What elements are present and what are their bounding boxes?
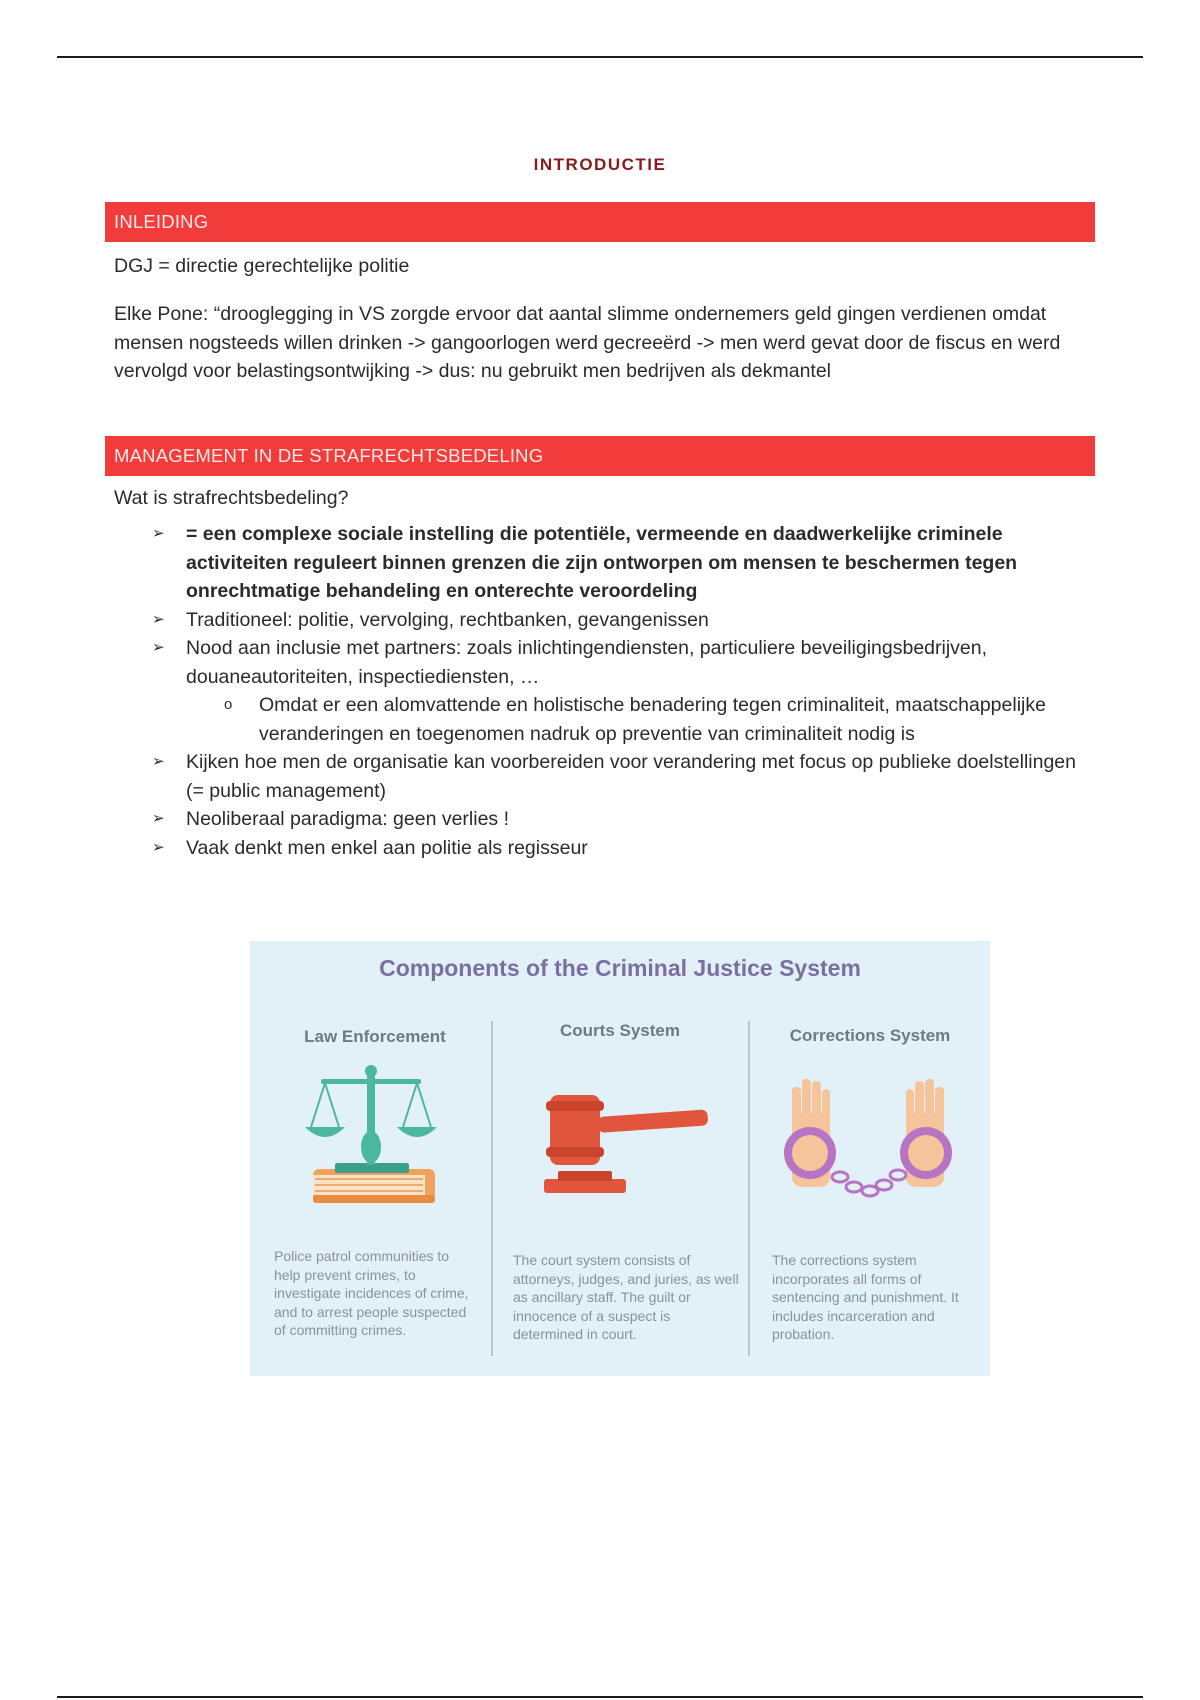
figure-divider bbox=[748, 1021, 750, 1356]
list-item-text: Nood aan inclusie met partners: zoals inlichtingendiensten, particuliere beveiligingsbedrijven, douaneautoriteiten, inspectiediensten, … bbox=[186, 637, 988, 688]
bullet-arrow-icon: ➢ bbox=[152, 639, 165, 656]
gavel-icon bbox=[528, 1081, 718, 1201]
column-text-courts-system: The court system consists of attorneys, judges, and juries, as well as ancillary staff. The guilt or innocence of a suspect is determined in court. bbox=[513, 1252, 739, 1342]
list-item bbox=[114, 606, 1094, 635]
footer-rule bbox=[57, 1696, 1143, 1698]
bullet-arrow-icon: ➢ bbox=[152, 838, 165, 856]
handcuffs-icon bbox=[780, 1069, 960, 1209]
list-item bbox=[114, 634, 1094, 691]
column-text-corrections-system: The corrections system incorporates all forms of sentencing and punishment. It includes incarceration and probation. bbox=[772, 1252, 959, 1342]
list-item-text: Omdat er een alomvattende en holistische benadering tegen criminaliteit, maatschappelijke veranderingen en toegenomen nadruk op preventie van criminaliteit nodig is bbox=[259, 694, 1046, 745]
question-text: Wat is strafrechtsbedeling? bbox=[114, 487, 349, 509]
paragraph-elke-pone: Elke Pone: “drooglegging in VS zorgde ervoor dat aantal slimme ondernemers geld gingen verdienen omdat mensen nogsteeds willen drinken -> gangoorlogen werd gecreeërd -> men werd gevat door de fiscus en werd vervolgd voor belastingsontwijking -> dus: nu gebruikt men bedrijven als dekmantel bbox=[114, 303, 1061, 382]
bullet-arrow-icon: ➢ bbox=[152, 753, 165, 770]
list-item bbox=[114, 748, 1094, 805]
list-item-text: Vaak denkt men enkel aan politie als regisseur bbox=[186, 836, 588, 859]
figure-title: Components of the Criminal Justice System bbox=[379, 955, 861, 981]
page-title: INTRODUCTIE bbox=[533, 155, 667, 174]
bullet-arrow-icon: ➢ bbox=[152, 810, 165, 827]
list-item-text: = een complexe sociale instelling die potentiële, vermeende en daadwerkelijke criminele activiteiten reguleert binnen grenzen die zijn ontworpen om mensen te beschermen tegen onrechtmatige behandeling en onterechte veroordeling bbox=[186, 523, 1018, 602]
section-heading-management: MANAGEMENT IN DE STRAFRECHTSBEDELING bbox=[105, 436, 1095, 476]
figure-divider bbox=[491, 1021, 493, 1356]
list-item-text: Kijken hoe men de organisatie kan voorbereiden voor verandering met focus op publieke doelstellingen (= public management) bbox=[186, 751, 1076, 802]
list-item bbox=[114, 805, 1094, 834]
bullet-arrow-icon: ➢ bbox=[152, 525, 165, 542]
list-item bbox=[114, 691, 1094, 748]
paragraph-dgj: DGJ = directie gerechtelijke politie bbox=[114, 255, 410, 277]
criminal-justice-figure bbox=[250, 941, 990, 1376]
bullet-list bbox=[114, 520, 1094, 862]
list-item bbox=[114, 520, 1094, 606]
scales-of-justice-icon bbox=[295, 1061, 445, 1211]
bullet-circle-icon: o bbox=[224, 696, 233, 713]
list-item-text: Traditioneel: politie, vervolging, rechtbanken, gevangenissen bbox=[186, 608, 709, 631]
bullet-arrow-icon: ➢ bbox=[152, 610, 165, 628]
column-heading-courts-system: Courts System bbox=[560, 1021, 680, 1040]
list-item-text: Neoliberaal paradigma: geen verlies ! bbox=[186, 808, 510, 830]
column-heading-law-enforcement: Law Enforcement bbox=[304, 1027, 446, 1046]
section-heading-inleiding: INLEIDING bbox=[105, 202, 1095, 242]
list-item bbox=[114, 834, 1094, 863]
column-text-law-enforcement: Police patrol communities to help prevent crimes, to investigate incidences of crime, and to arrest people suspected of committing crimes. bbox=[274, 1248, 469, 1338]
column-heading-corrections-system: Corrections System bbox=[789, 1026, 951, 1045]
header-rule bbox=[57, 56, 1143, 58]
